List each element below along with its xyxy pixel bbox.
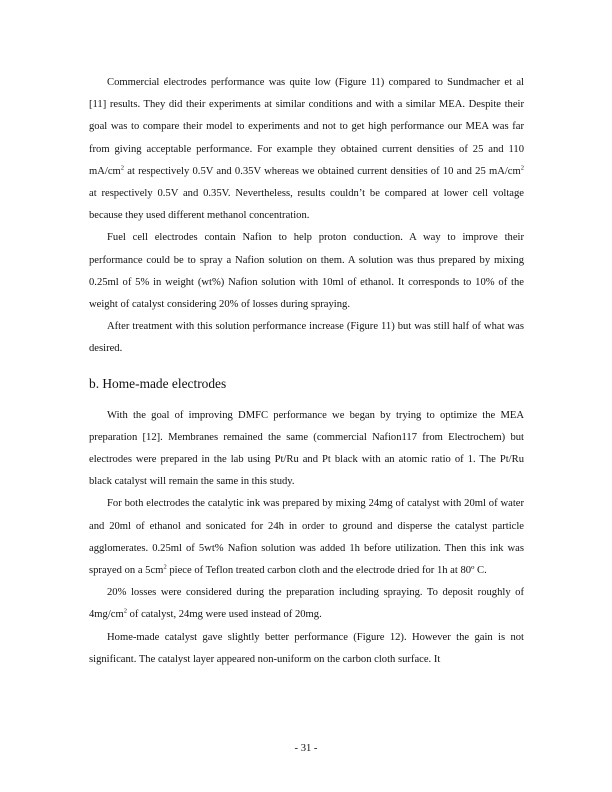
text-run: at respectively 0.5V and 0.35V whereas we obtained current densities of 10 and 25 mA/cm — [124, 165, 521, 177]
text-run: For both electrodes the catalytic ink was prepared by mixing 24mg of catalyst with 20ml of water and 20ml of ethanol and sonicated for 24h in order to ground and disperse the catalyst particle agglomerates. 0.25ml of 5wt% Nafion solution was added 1h before utilization. Then this ink was sprayed on a 5cm — [89, 498, 524, 577]
text-run: of catalyst, 24mg were used instead of 20mg. — [126, 609, 322, 621]
page-body — [89, 72, 524, 671]
section-a-paragraphs — [89, 72, 524, 361]
paragraph — [89, 227, 524, 316]
paragraph — [89, 493, 524, 582]
paragraph — [89, 627, 524, 671]
text-run: 20% losses were considered during the preparation including spraying. To deposit roughly of 4mg/cm — [89, 587, 524, 621]
page-number: - 31 - — [294, 743, 318, 754]
section-b-paragraphs — [89, 405, 524, 671]
text-run: After treatment with this solution performance increase (Figure 11) but was still half of what was desired. — [89, 321, 524, 355]
superscript: 2 — [120, 164, 125, 172]
superscript: 2 — [123, 607, 127, 615]
paragraph — [89, 582, 524, 626]
text-run: Commercial electrodes performance was quite low (Figure 11) compared to Sundmacher et al [11] results. They did their experiments at similar conditions and with a similar MEA. Despite their goal was to compare their model to experiments and not to get high performance our MEA was far from giving acceptable performance. For example they obtained current densities of 25 and 110 mA/cm — [89, 77, 524, 177]
paragraph — [89, 316, 524, 360]
paragraph — [89, 72, 524, 227]
section-heading: b. Home-made electrodes — [89, 375, 227, 391]
text-run: piece of Teflon treated carbon cloth and the electrode dried for 1h at 80º C. — [166, 565, 487, 577]
paragraph — [89, 405, 524, 494]
superscript: 2 — [163, 563, 167, 571]
text-run: With the goal of improving DMFC performance we began by trying to optimize the MEA preparation [12]. Membranes remained the same (commercial Nafion117 from Electrochem) but electrodes were prepared in the lab using Pt/Ru and Pt black with an atomic ratio of 1. The Pt/Ru black catalyst will remain the same in this study. — [89, 409, 524, 488]
text-run: Fuel cell electrodes contain Nafion to help proton conduction. A way to improve their performance could be to spray a Nafion solution on them. A solution was thus prepared by mixing 0.25ml of 5% in weight (wt%) Nafion solution with 10ml of ethanol. It corresponds to 10% of the weight of catalyst considering 20% of losses during spraying. — [89, 232, 524, 311]
text-run: Home-made catalyst gave slightly better performance (Figure 12). However the gain is not significant. The catalyst layer appeared non-uniform on the carbon cloth surface. It — [89, 631, 524, 665]
text-run: at respectively 0.5V and 0.35V. Nevertheless, results couldn’t be compared at lower cell voltage because they used different methanol concentration. — [89, 188, 524, 222]
superscript: 2 — [520, 164, 524, 172]
